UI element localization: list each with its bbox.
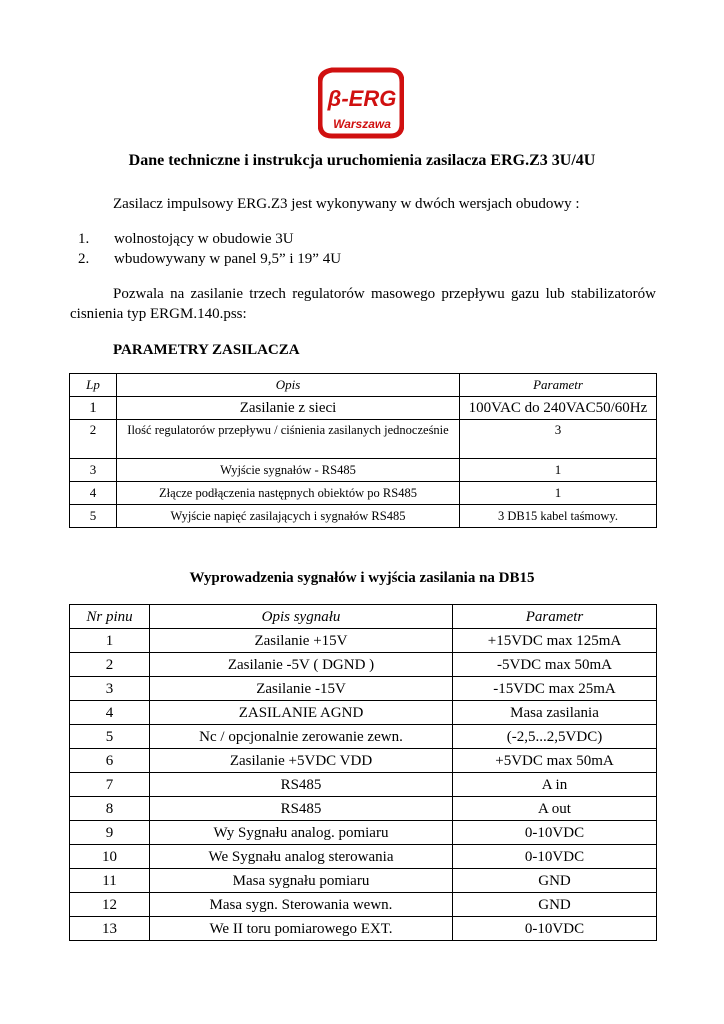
column-header: Parametr — [453, 605, 657, 629]
table-cell: 5 — [70, 505, 117, 528]
table-cell: 11 — [70, 869, 150, 893]
table-row — [70, 845, 657, 869]
table-cell: GND — [453, 869, 657, 893]
logo-brand-text: β-ERG — [327, 86, 397, 111]
table-cell: Nc / opcjonalnie zerowanie zewn. — [150, 725, 453, 749]
table-cell: 3 — [70, 677, 150, 701]
column-header: Opis sygnału — [150, 605, 453, 629]
table-row — [70, 653, 657, 677]
table-cell: 9 — [70, 821, 150, 845]
list-item — [78, 249, 341, 269]
table-cell: We II toru pomiarowego EXT. — [150, 917, 453, 941]
company-logo — [318, 66, 404, 140]
table-cell: Wyjście sygnałów - RS485 — [117, 459, 460, 482]
table-cell: 1 — [70, 397, 117, 420]
table-cell: Wy Sygnału analog. pomiaru — [150, 821, 453, 845]
table-row — [70, 701, 657, 725]
table-header-row — [70, 605, 657, 629]
table-row — [70, 773, 657, 797]
table-cell: ZASILANIE AGND — [150, 701, 453, 725]
table-cell: Wyjście napięć zasilających i sygnałów RS485 — [117, 505, 460, 528]
table-cell: RS485 — [150, 797, 453, 821]
table-cell: -15VDC max 25mA — [453, 677, 657, 701]
column-header: Opis — [117, 374, 460, 397]
table-row — [70, 459, 657, 482]
table-cell: 3 DB15 kabel taśmowy. — [460, 505, 657, 528]
table-cell: 2 — [70, 653, 150, 677]
table-cell: Zasilanie +5VDC VDD — [150, 749, 453, 773]
list-item-number: 1. — [78, 231, 90, 247]
table-cell: A in — [453, 773, 657, 797]
table-row — [70, 725, 657, 749]
table-cell: 2 — [70, 420, 117, 459]
versions-list — [78, 229, 341, 269]
table-cell: Masa sygn. Sterowania wewn. — [150, 893, 453, 917]
table-cell: 0-10VDC — [453, 821, 657, 845]
list-item-number: 2. — [78, 251, 90, 267]
table-cell: 5 — [70, 725, 150, 749]
table-row — [70, 749, 657, 773]
list-item-text: wolnostojący w obudowie 3U — [114, 231, 294, 247]
table-cell: Zasilanie -5V ( DGND ) — [150, 653, 453, 677]
table-row — [70, 482, 657, 505]
table-row — [70, 797, 657, 821]
table-row — [70, 917, 657, 941]
table-cell: 4 — [70, 701, 150, 725]
table-cell: 7 — [70, 773, 150, 797]
table-cell: 1 — [460, 459, 657, 482]
table-row — [70, 821, 657, 845]
table-cell: +5VDC max 50mA — [453, 749, 657, 773]
table-cell: 4 — [70, 482, 117, 505]
table-cell: Złącze podłączenia następnych obiektów po RS485 — [117, 482, 460, 505]
table-row — [70, 629, 657, 653]
table-row — [70, 505, 657, 528]
table-cell: Ilość regulatorów przepływu / ciśnienia zasilanych jednocześnie — [117, 420, 460, 459]
table-cell: 10 — [70, 845, 150, 869]
db15-table — [69, 604, 657, 941]
table-cell: 12 — [70, 893, 150, 917]
column-header: Parametr — [460, 374, 657, 397]
table-cell: 100VAC do 240VAC50/60Hz — [460, 397, 657, 420]
table-cell: Masa zasilania — [453, 701, 657, 725]
table-cell: 1 — [460, 482, 657, 505]
table-cell: 1 — [70, 629, 150, 653]
table-cell: 6 — [70, 749, 150, 773]
column-header: Lp — [70, 374, 117, 397]
list-item-text: wbudowywany w panel 9,5” i 19” 4U — [114, 251, 342, 267]
table-cell: 3 — [460, 420, 657, 459]
table-cell: Zasilanie z sieci — [117, 397, 460, 420]
table-cell: 3 — [70, 459, 117, 482]
table-cell: Zasilanie -15V — [150, 677, 453, 701]
table-cell: 8 — [70, 797, 150, 821]
table-cell: Zasilanie +15V — [150, 629, 453, 653]
table-cell: 13 — [70, 917, 150, 941]
params-table — [69, 373, 657, 528]
table-cell: A out — [453, 797, 657, 821]
table-cell: +15VDC max 125mA — [453, 629, 657, 653]
table-row — [70, 677, 657, 701]
db15-section-title: Wyprowadzenia sygnałów i wyjścia zasilania na DB15 — [189, 570, 535, 586]
intro-paragraph: Zasilacz impulsowy ERG.Z3 jest wykonywany w dwóch wersjach obudowy : — [113, 196, 580, 212]
table-row — [70, 869, 657, 893]
column-header: Nr pinu — [70, 605, 150, 629]
table-cell: -5VDC max 50mA — [453, 653, 657, 677]
table-row — [70, 420, 657, 459]
table-cell: 0-10VDC — [453, 917, 657, 941]
table-header-row — [70, 374, 657, 397]
logo-city-text: Warszawa — [333, 117, 391, 131]
table-cell: (-2,5...2,5VDC) — [453, 725, 657, 749]
list-item — [78, 229, 341, 249]
table-cell: We Sygnału analog sterowania — [150, 845, 453, 869]
table-cell: 0-10VDC — [453, 845, 657, 869]
table-row — [70, 397, 657, 420]
table-cell: GND — [453, 893, 657, 917]
table-cell: Masa sygnału pomiaru — [150, 869, 453, 893]
section-title: PARAMETRY ZASILACZA — [113, 342, 300, 358]
table-cell: RS485 — [150, 773, 453, 797]
document-title: Dane techniczne i instrukcja uruchomienia zasilacza ERG.Z3 3U/4U — [128, 152, 596, 169]
table-row — [70, 893, 657, 917]
description-paragraph: Pozwala na zasilanie trzech regulatorów masowego przepływu gazu lub stabilizatorów cisnienia typ ERGM.140.pss: — [70, 286, 656, 322]
